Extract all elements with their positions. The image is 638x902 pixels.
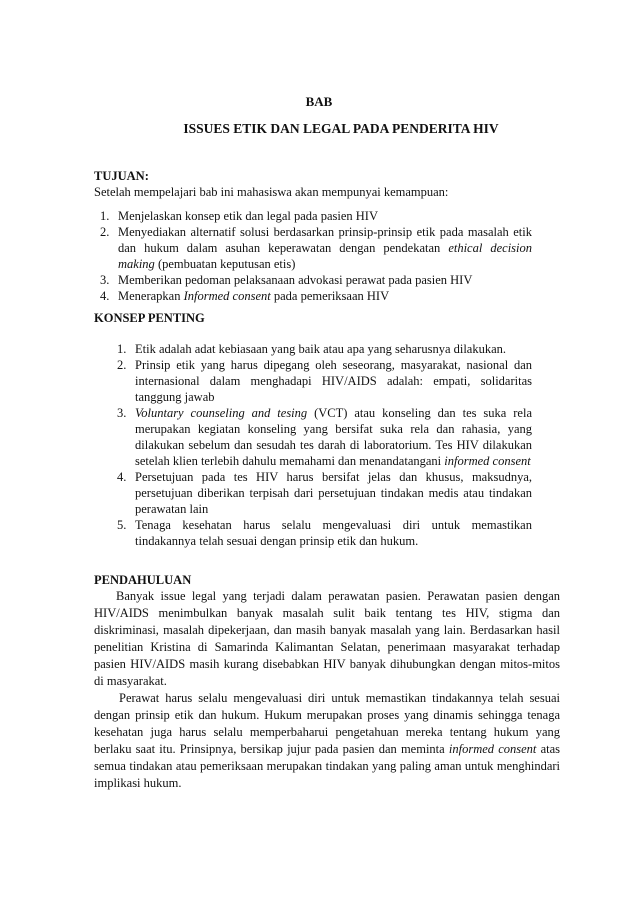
pendahuluan-paragraph-1: Banyak issue legal yang terjadi dalam perawatan pasien. Perawatan pasien dengan HIV/AIDS menimbulkan banyak masalah sulit baik tentang tes HIV, stigma dan diskriminasi, masalah dipekerjaan, dan masih banyak masalah yang lain. Berdasarkan hasil penelitian Kristina di Samarinda Kalimantan Selatan, penerimaan masyarakat terhadap pasien HIV/AIDS masih kurang disebabkan HIV banyak dihubungkan dengan mitos-mitos di masyarakat. bbox=[94, 589, 560, 688]
list-text: Etik adalah adat kebiasaan yang baik atau apa yang seharusnya dilakukan. bbox=[135, 342, 507, 356]
list-item bbox=[117, 341, 532, 357]
list-number: 5. bbox=[117, 518, 127, 532]
tujuan-heading: TUJUAN: bbox=[94, 169, 149, 183]
list-text: pada pemeriksaan HIV bbox=[270, 289, 390, 303]
list-number: 1. bbox=[100, 209, 110, 223]
list-text: (pembuatan keputusan etis) bbox=[154, 257, 296, 271]
list-number: 3. bbox=[100, 273, 110, 287]
list-item bbox=[100, 208, 532, 224]
list-text: (VCT) atau konseling dan tes suka rela merupakan kegiatan konseling yang bersifat suka rela dan rahasia, yang dilakukan sebelum dan sesudah tes darah di laboratorium. Tes HIV dilakukan setelah klien terlebih dahulu memahami dan menandatangani bbox=[135, 406, 532, 468]
paragraph-text: Perawat harus selalu mengevaluasi diri untuk memastikan tindakannya telah sesuai dengan prinsip etik dan hukum. Hukum merupakan proses yang dinamis sehingga tenaga kesehatan juga harus selalu memperbaharui pengetahuan mereka tentang hukum yang berlaku saat itu. Prinsipnya, bersikap jujur pada pasien dan meminta bbox=[94, 691, 560, 756]
list-number: 4. bbox=[100, 289, 110, 303]
list-text: Menyediakan alternatif solusi berdasarkan prinsip-prinsip etik pada masalah etik dan hukum dalam asuhan keperawatan dengan pendekatan bbox=[118, 225, 532, 255]
list-text: Tenaga kesehatan harus selalu mengevaluasi diri untuk memastikan tindakannya telah sesuai dengan prinsip etik dan hukum. bbox=[135, 518, 532, 548]
list-number: 2. bbox=[117, 358, 127, 372]
list-item bbox=[100, 288, 532, 304]
pendahuluan-paragraph-2 bbox=[94, 690, 560, 792]
pendahuluan-heading: PENDAHULUAN bbox=[94, 573, 192, 587]
list-text-emphasis: ethical decision making bbox=[118, 241, 532, 271]
list-text-emphasis: Informed consent bbox=[183, 289, 271, 303]
list-text: Memberikan pedoman pelaksanaan advokasi perawat pada pasien HIV bbox=[118, 273, 473, 287]
list-text: Menerapkan bbox=[118, 289, 184, 303]
list-text: Menjelaskan konsep etik dan legal pada pasien HIV bbox=[118, 209, 378, 223]
paragraph-text: atas semua tindakan atau pemeriksaan merupakan tindakan yang paling aman untuk menghindari implikasi hukum. bbox=[94, 742, 561, 790]
list-item bbox=[117, 405, 532, 469]
tujuan-list bbox=[100, 208, 532, 304]
list-number: 1. bbox=[117, 342, 127, 356]
chapter-title: ISSUES ETIK DAN LEGAL PADA PENDERITA HIV bbox=[183, 121, 499, 136]
list-text-emphasis: Voluntary counseling and tesing bbox=[135, 406, 308, 420]
chapter-label: BAB bbox=[305, 94, 333, 109]
konsep-heading: KONSEP PENTING bbox=[94, 311, 205, 325]
list-text: Prinsip etik yang harus dipegang oleh seseorang, masyarakat, nasional dan internasional dalam menghadapi HIV/AIDS adalah: empati, solidaritas tanggung jawab bbox=[135, 358, 532, 404]
list-text: Persetujuan pada tes HIV harus bersifat jelas dan khusus, maksudnya, persetujuan diberikan terpisah dari persetujuan tindakan medis atau tindakan perawatan lain bbox=[135, 470, 532, 516]
tujuan-intro: Setelah mempelajari bab ini mahasiswa akan mempunyai kemampuan: bbox=[94, 185, 449, 199]
list-text-emphasis: informed consent bbox=[444, 454, 531, 468]
list-number: 2. bbox=[100, 225, 110, 239]
paragraph-emphasis: informed consent bbox=[448, 742, 537, 756]
list-item bbox=[117, 517, 532, 549]
list-item bbox=[117, 357, 532, 405]
list-item bbox=[117, 469, 532, 517]
list-number: 3. bbox=[117, 406, 127, 420]
list-item bbox=[100, 224, 532, 272]
list-item bbox=[100, 272, 532, 288]
konsep-list bbox=[117, 341, 532, 549]
list-number: 4. bbox=[117, 470, 127, 484]
